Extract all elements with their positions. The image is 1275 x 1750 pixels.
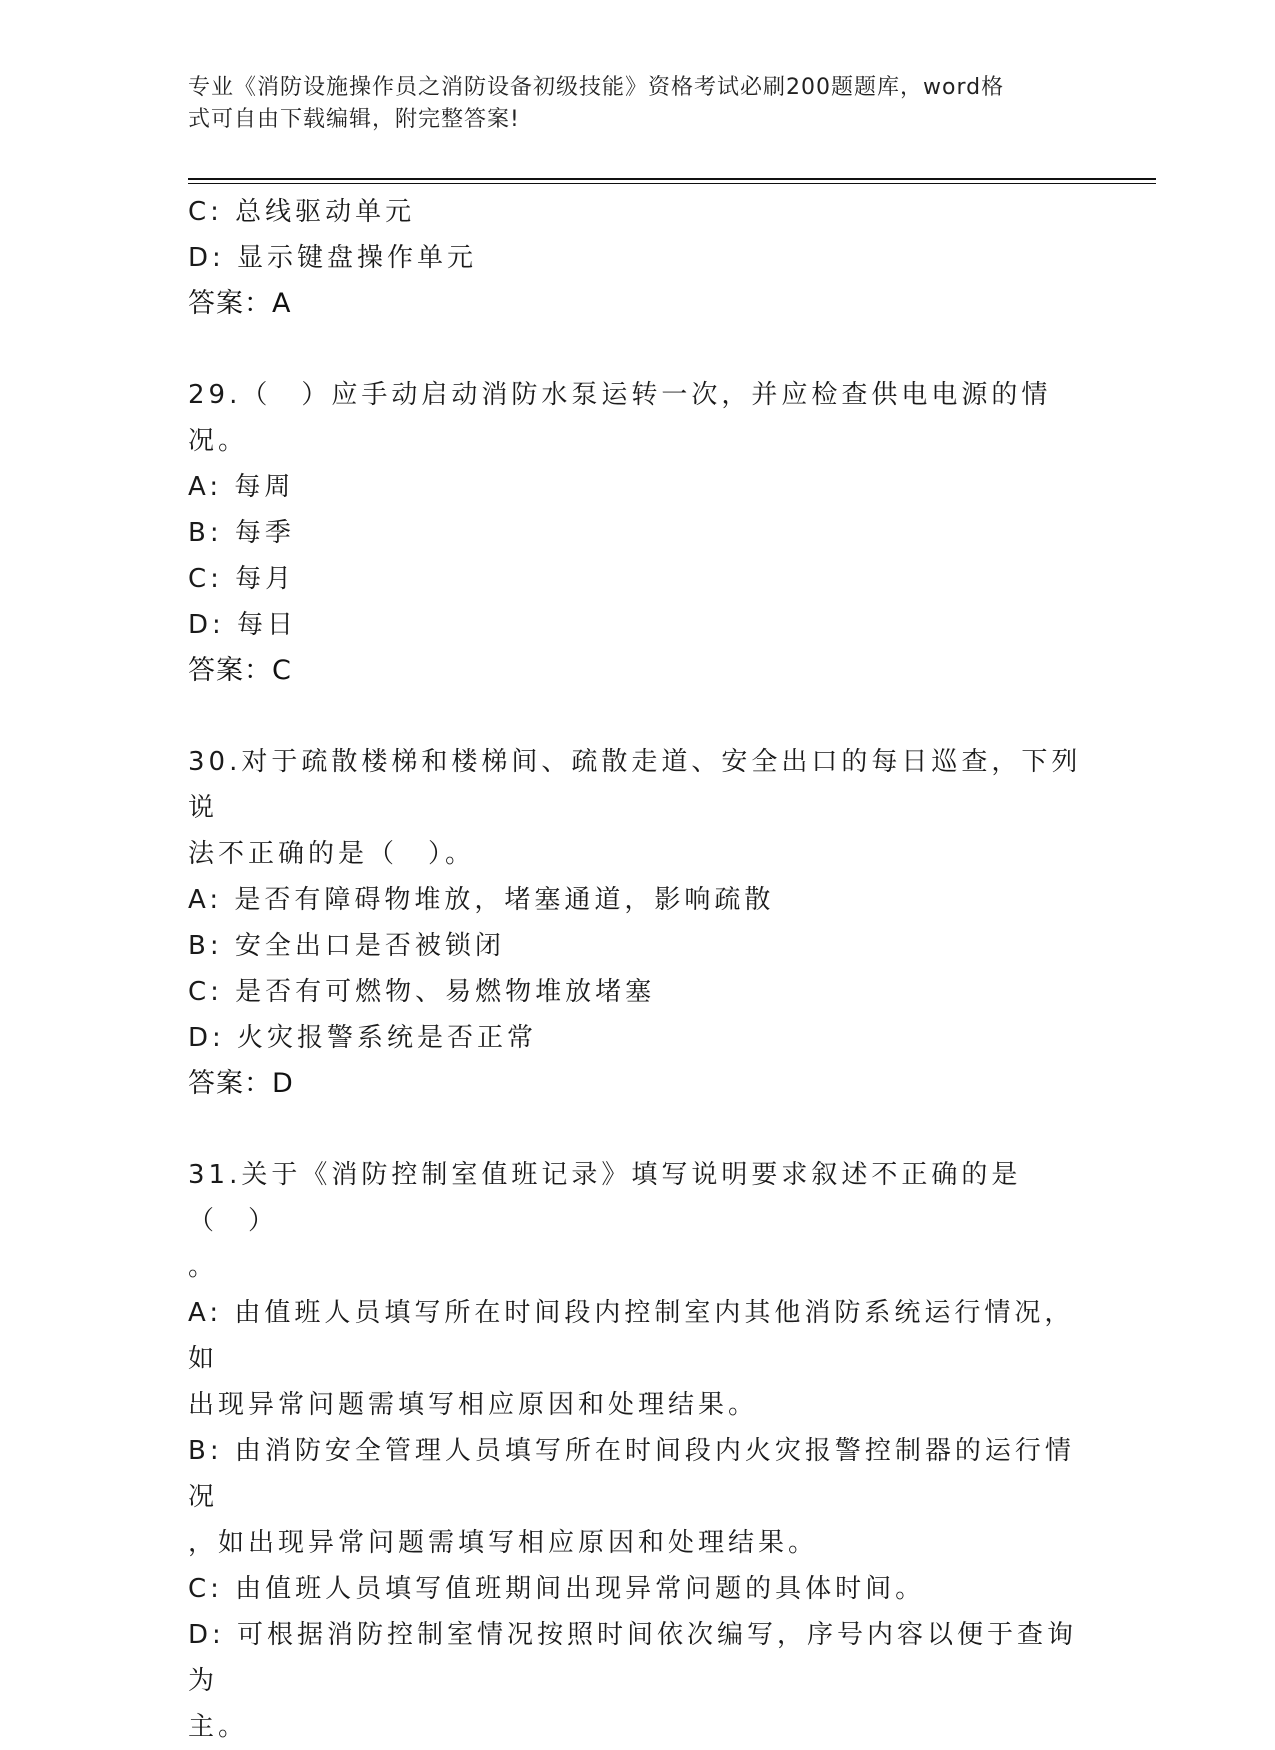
option-a: A: 每周 — [188, 472, 295, 502]
option-d: D: 显示键盘操作单元 — [188, 243, 478, 273]
spacer — [188, 1107, 1088, 1152]
question-stem-line-1: 30.对于疏散楼梯和楼梯间、疏散走道、安全出口的每日巡查，下列说 — [188, 747, 1082, 823]
option-a-line-1: A: 由值班人员填写所在时间段内控制室内其他消防系统运行情况，如 — [188, 1298, 1075, 1374]
header-line-2: 式可自由下载编辑，附完整答案! — [188, 107, 520, 132]
question-30 — [188, 739, 1088, 1107]
question-28-continuation — [188, 189, 1088, 327]
option-b: B: 每季 — [188, 518, 295, 548]
option-d: D: 每日 — [188, 610, 298, 640]
document-header — [188, 72, 1068, 136]
option-c: C: 总线驱动单元 — [188, 197, 416, 227]
question-stem-line-2: 法不正确的是（ ）。 — [188, 839, 476, 869]
option-d-line-1: D: 可根据消防控制室情况按照时间依次编写，序号内容以便于查询为 — [188, 1620, 1078, 1696]
answer-line: 答案：C — [188, 655, 292, 686]
option-c: C: 每月 — [188, 564, 296, 594]
document-body — [188, 189, 1088, 1750]
answer-line: 答案：D — [188, 1068, 294, 1099]
header-line-1: 专业《消防设施操作员之消防设备初级技能》资格考试必刷200题题库，word格 — [188, 75, 1005, 100]
answer-line: 答案：A — [188, 288, 292, 319]
spacer — [188, 694, 1088, 739]
option-d-line-2: 主。 — [188, 1712, 249, 1742]
question-stem-line-2: 。 — [188, 1252, 219, 1282]
option-b-line-1: B: 由消防安全管理人员填写所在时间段内火灾报警控制器的运行情况 — [188, 1436, 1075, 1512]
option-c: C: 是否有可燃物、易燃物堆放堵塞 — [188, 977, 656, 1007]
spacer — [188, 327, 1088, 372]
question-stem: 29.（ ）应手动启动消防水泵运转一次，并应检查供电电源的情况。 — [188, 380, 1052, 456]
option-b-line-2: ，如出现异常问题需填写相应原因和处理结果。 — [188, 1528, 819, 1558]
option-d: D: 火灾报警系统是否正常 — [188, 1023, 538, 1053]
question-31 — [188, 1152, 1088, 1750]
header-rule-thick — [188, 178, 1156, 180]
option-b: B: 安全出口是否被锁闭 — [188, 931, 505, 961]
question-29 — [188, 372, 1088, 694]
option-c: C: 由值班人员填写值班期间出现异常问题的具体时间。 — [188, 1574, 926, 1604]
option-a-line-2: 出现异常问题需填写相应原因和处理结果。 — [188, 1390, 759, 1420]
header-rule-thin — [188, 183, 1156, 184]
question-stem-line-1: 31.关于《消防控制室值班记录》填写说明要求叙述不正确的是（ ） — [188, 1160, 1022, 1236]
option-a: A: 是否有障碍物堆放，堵塞通道，影响疏散 — [188, 885, 775, 915]
